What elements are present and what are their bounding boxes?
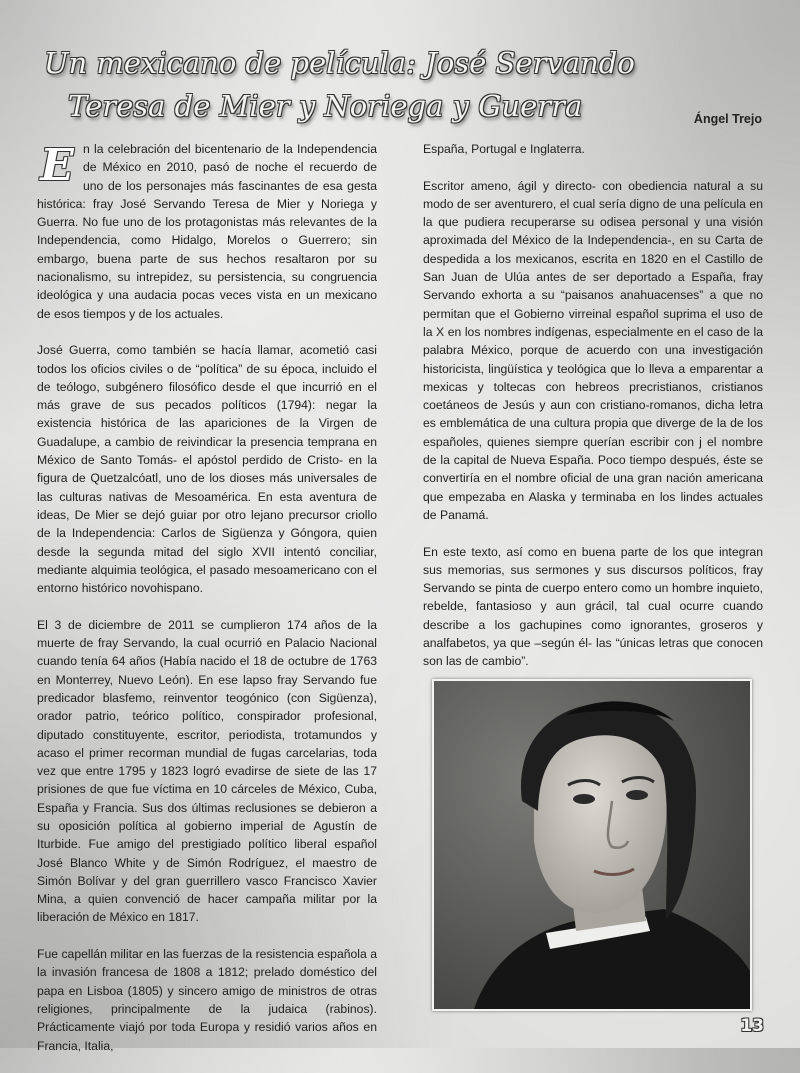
paragraph-7: En este texto, así como en buena parte de los que integran sus memorias, sus sermones y sus discursos políticos, fray Servando se pinta de cuerpo entero como un hombre inquieto, rebelde, fantasioso y aun grácil, tal cual ocurre cuando describe a los gachupines como ignorantes, groseros y analfabetos, ya que –según él- las “únicas letras que conocen son las de cambio”. [423, 544, 763, 669]
paragraph-1-text: n la celebración del bicentenario de la Independencia de México en 2010, pasó de noche el recuerdo de uno de los personajes más fascinantes de esa gesta histórica: fray José Servando Teresa de Mier y Noriega y Guerra. No fue uno de los protagonistas más relevantes de la Independencia, como Hidalgo, Morelos o Guerrero; sin embargo, buena parte de sus hechos resaltaron por su nacionalismo, su intrepidez, su persistencia, su congruencia ideológica y una audacia pocas veces vista en un mexicano de esos tiempos y de los actuales. [37, 142, 377, 321]
right-column [423, 140, 763, 689]
paragraph-3: El 3 de diciembre de 2011 se cumplieron 174 años de la muerte de fray Servando, la cual ocurrió en Palacio Nacional cuando tenía 64 años (Había nacido el 18 de octubre de 1763 en Monterrey, Nuevo León). En ese lapso fray Servando fue predicador blasfemo, reinventor teogónico (con Sigüenza), orador patrio, teórico político, conspirador profesional, diputado constituyente, escritor, periodista, trotamundos y acaso el primer recorman mundial de fugas carcelarias, toda vez que entre 1795 y 1823 logró evadirse de siete de las 17 prisiones de que fue víctima en 10 cárceles de México, Cuba, España y Francia. Sus dos últimas reclusiones se debieron a su oposición política al gobierno imperial de Agustín de Iturbide. Fue amigo del prestigiado político liberal español José Blanco White y de Simón Rodríguez, el maestro de Simón Bolívar y del gran guerrillero vasco Francisco Xavier Mina, a quien convenció de hacer campaña militar por la liberación de México en 1817. [37, 617, 377, 925]
right-eye [626, 790, 648, 800]
paragraph-5: España, Portugal e Inglaterra. [423, 142, 585, 156]
left-column [37, 140, 377, 1073]
paragraph-2: José Guerra, como también se hacía llamar, acometió casi todos los oficios civiles o de “política” de su época, incluido el de teólogo, subgénero filosófico desde el que incurrió en el más grave de sus pecados políticos (1794): negar la existencia histórica de las apariciones de la Virgen de Guadalupe, a cambio de reivindicar la presencia temprana en México de Santo Tomás- el apóstol perdido de Cristo- en la figura de Quetzalcóatl, uno de los dioses más universales de las culturas nativas de Mesoamérica. En esta aventura de ideas, De Mier se dejó guiar por otro lejano precursor criollo de la Independencia: Carlos de Sigüenza y Góngora, quien desde la segunda mitad del siglo XVII intentó conciliar, mediante alquimia teológica, el pasado mesoamericano con el entorno histórico novohispano. [37, 343, 377, 596]
left-eye [573, 794, 595, 804]
paragraph-4: Fue capellán militar en las fuerzas de la resistencia española a la invasión francesa de 1808 a 1812; prelado doméstico del papa en Lisboa (1805) y sincero amigo de ministros de otras religiones, principalmente de la judaica (rabinos). Prácticamente viajó por toda Europa y residió varios años en Francia, Italia, [37, 947, 377, 1053]
page-number: 13 [740, 1016, 764, 1036]
portrait-illustration [434, 681, 750, 1009]
paragraph-1 [37, 140, 377, 323]
article-title [44, 42, 684, 128]
title-line-1: Un mexicano de película: José Servando [44, 46, 635, 80]
author-name: Ángel Trejo [693, 112, 762, 126]
paragraph-6: Escritor ameno, ágil y directo- con obediencia natural a su modo de ser aventurero, el cual sería digno de una película en la que pudiera recuperarse su odisea personal y una visión aproximada del México de la Independencia-, en su Carta de despedida a los mexicanos, escrita en 1820 en el Castillo de San Juan de Ulúa antes de ser deportado a España, fray Servando exhorta a su “paisanos anahuacenses” a que no permitan que el Gobierno virreinal español suprima el uso de la X en los nombres indígenas, especialmente en el caso de la palabra México, porque de acuerdo con una investigación historicista, lingüística y teológica que lo lleva a emparentar a mexicas y toltecas con hebreos precristianos, cristianos coetáneos de Jesús y aun con cristiano-romanos, dicha letra es emblemática de una cultura propia que diverge de la de los españoles, quienes siempre querían escribir con j el nombre de la capital de Nueva España. Poco tiempo después, éste se convertiría en el nombre oficial de una gran nación americana que empezaba en Alaska y terminaba en los lindes actuales de Panamá. [423, 178, 763, 522]
portrait-image [432, 679, 752, 1011]
drop-cap: E [40, 140, 74, 191]
title-line-2: Teresa de Mier y Noriega y Guerra [68, 89, 583, 123]
